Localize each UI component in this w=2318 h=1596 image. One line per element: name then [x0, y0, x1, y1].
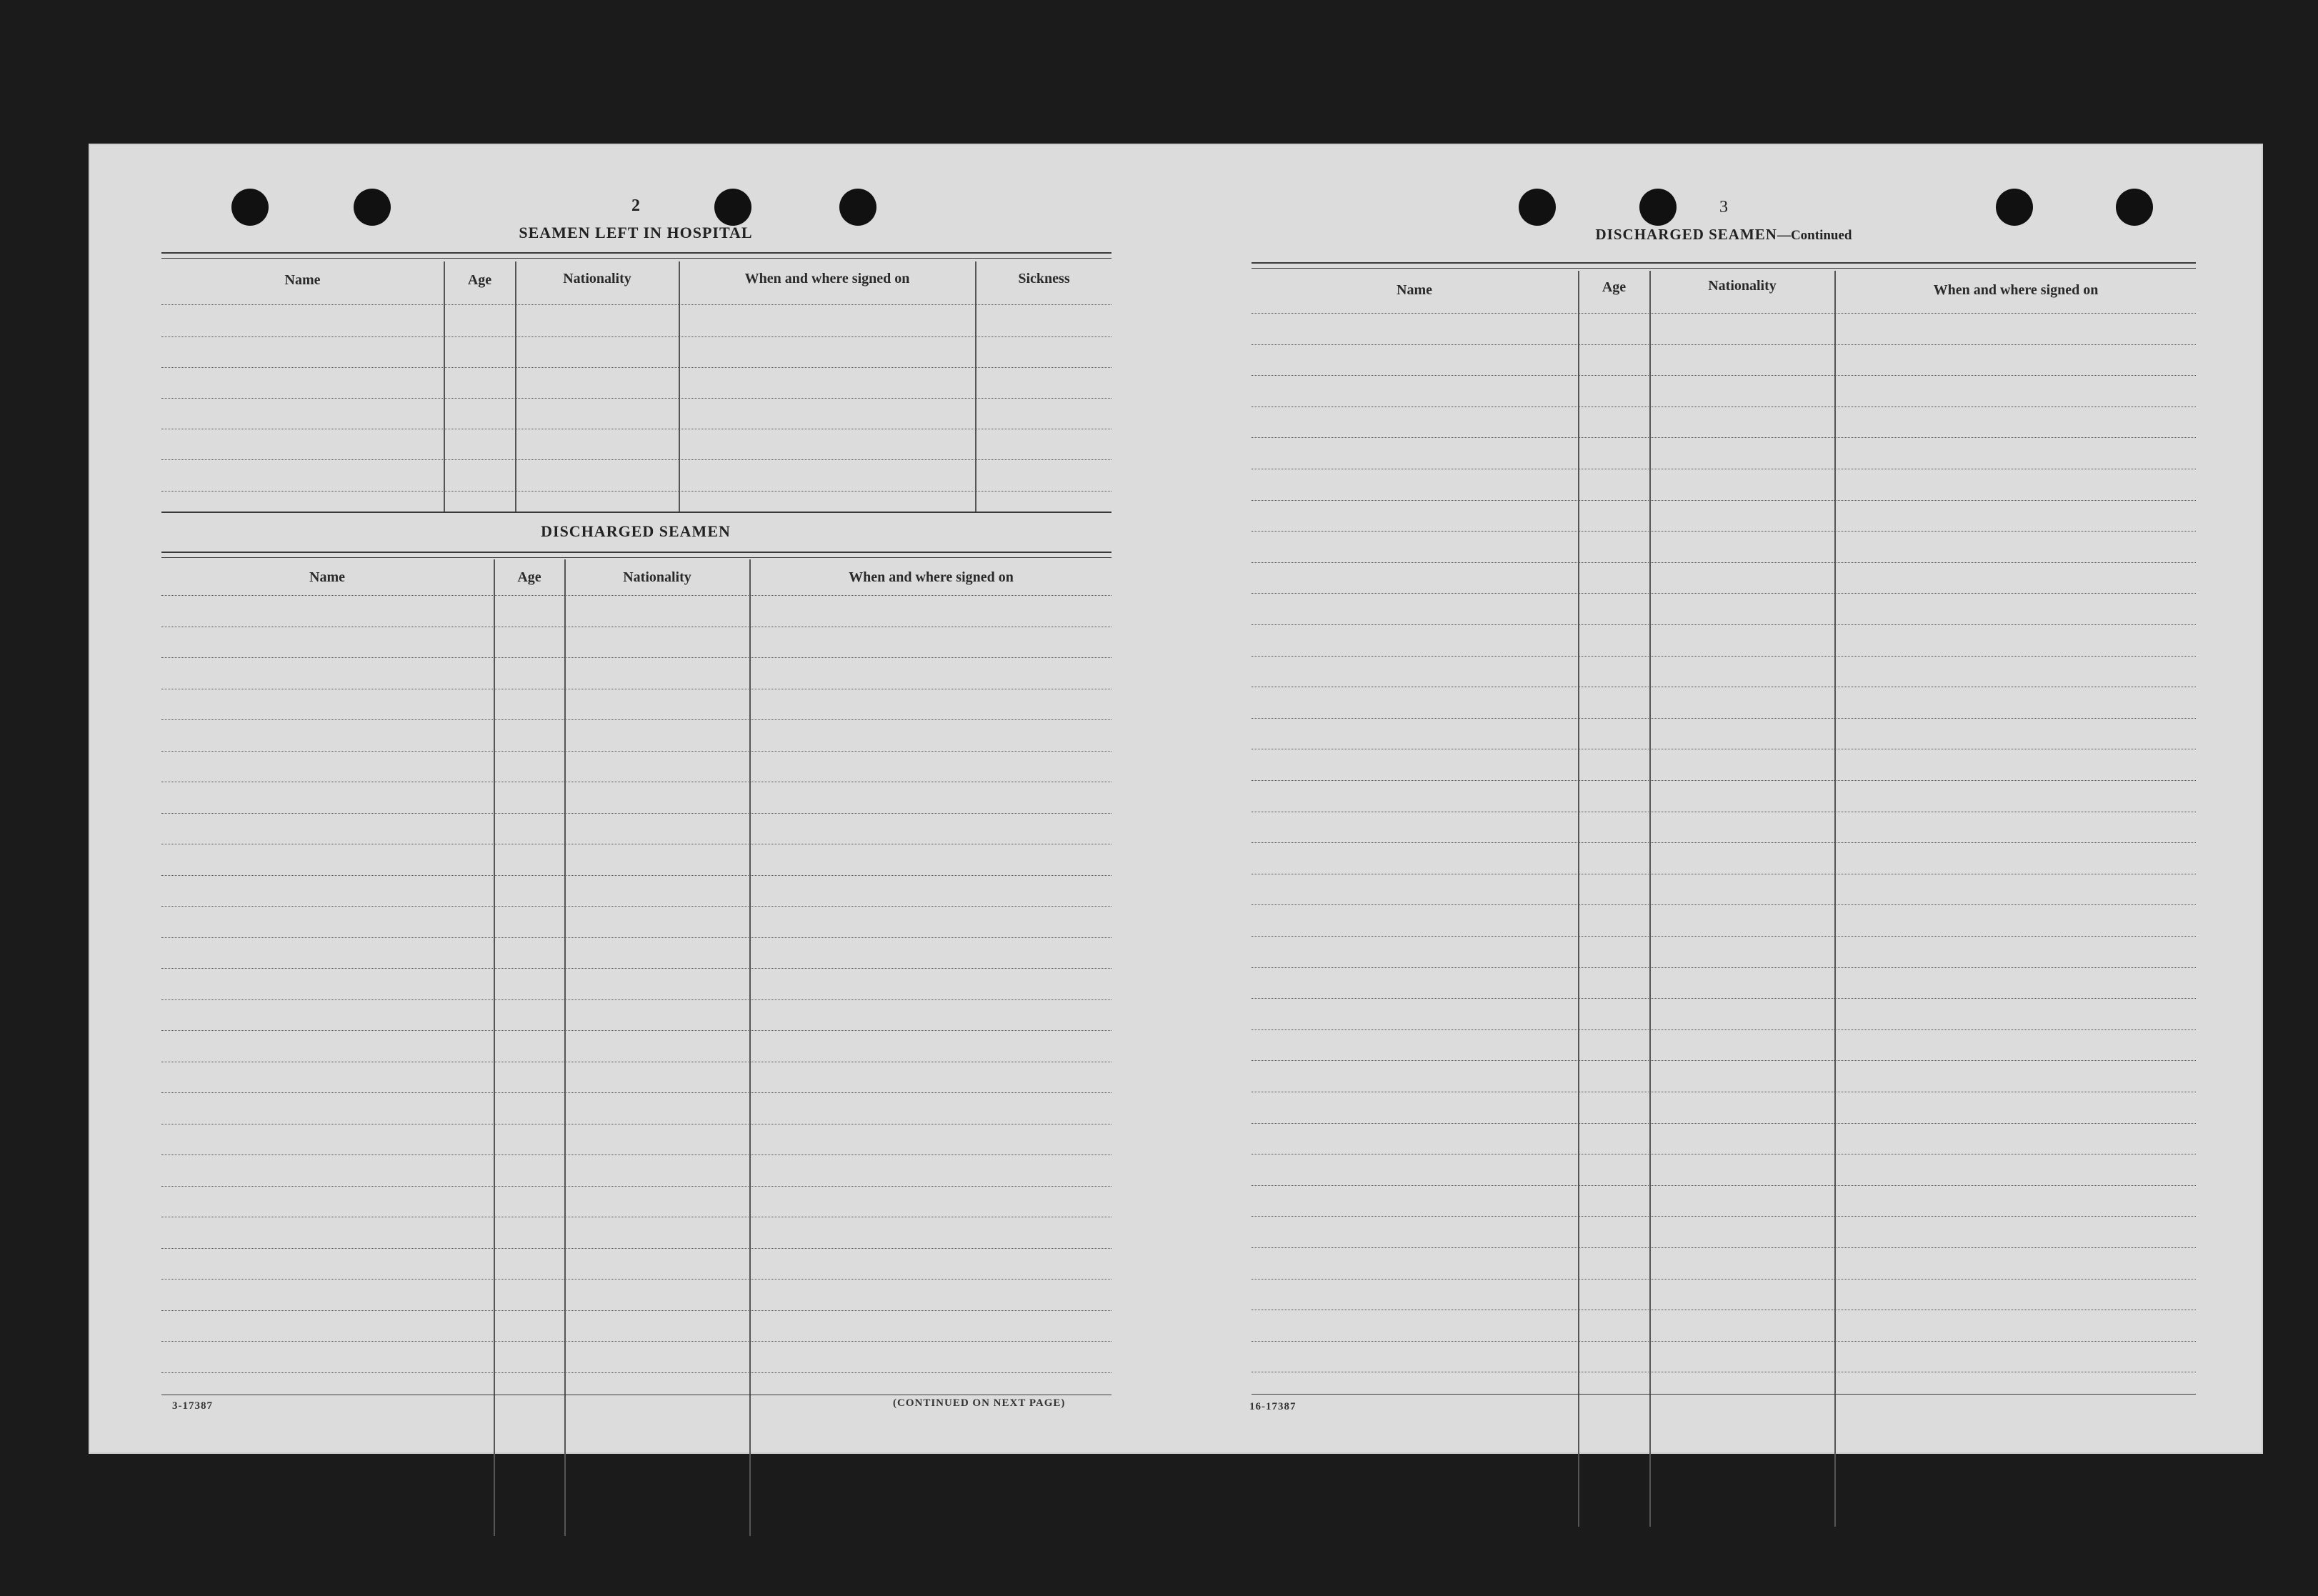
table-row-line — [161, 304, 1111, 305]
column-divider — [1649, 271, 1651, 1527]
column-divider — [494, 559, 495, 1536]
table-row-line — [161, 1310, 1111, 1311]
form-number: 3-17387 — [172, 1400, 213, 1412]
table-row-line — [161, 1341, 1111, 1342]
column-header-name: Name — [309, 569, 345, 585]
table-row-line — [1252, 1341, 2196, 1342]
table-row-line — [1252, 842, 2196, 843]
punch-hole-icon — [1519, 189, 1556, 226]
column-header-age: Age — [517, 569, 541, 585]
table-row-line — [1252, 718, 2196, 719]
hospital-section-title: SEAMEN LEFT IN HOSPITAL — [519, 224, 753, 241]
table-row-line — [161, 999, 1111, 1000]
page-number: 3 — [1719, 198, 1728, 216]
table-row-line — [1252, 1216, 2196, 1217]
column-divider — [564, 559, 566, 1536]
table-row-line — [161, 1030, 1111, 1031]
punch-hole-icon — [2116, 189, 2153, 226]
column-header-signed-on: When and where signed on — [1933, 282, 2099, 298]
column-header-sickness: Sickness — [1018, 271, 1070, 286]
table-row-line — [1252, 1060, 2196, 1061]
table-row-line — [1252, 531, 2196, 532]
table-row-line — [161, 657, 1111, 658]
table-row-line — [161, 1154, 1111, 1155]
punch-hole-icon — [839, 189, 876, 226]
continued-note: (CONTINUED ON NEXT PAGE) — [893, 1397, 1066, 1409]
table-row-line — [161, 459, 1111, 460]
table-row-line — [1252, 500, 2196, 501]
punch-hole-icon — [1639, 189, 1677, 226]
table-row-line — [1252, 967, 2196, 968]
page-number: 2 — [631, 196, 640, 215]
column-divider — [1834, 271, 1836, 1527]
column-header-nationality: Nationality — [563, 271, 631, 286]
form-number: 16-17387 — [1249, 1401, 1297, 1412]
punch-hole-icon — [354, 189, 391, 226]
table-row-line — [161, 719, 1111, 720]
table-row-line — [1252, 1247, 2196, 1248]
column-divider — [749, 559, 751, 1536]
column-divider — [515, 261, 516, 512]
table-row-line — [161, 398, 1111, 399]
punch-hole-icon — [231, 189, 269, 226]
discharged-section-title: DISCHARGED SEAMEN — [541, 522, 731, 540]
column-divider — [444, 261, 445, 512]
table-row-line — [1252, 344, 2196, 345]
table-row-line — [161, 1248, 1111, 1249]
column-header-signed-on: When and where signed on — [744, 271, 910, 286]
table-row-line — [161, 751, 1111, 752]
table-row-line — [1252, 1123, 2196, 1124]
table-row-line — [161, 906, 1111, 907]
table-row-line — [1252, 936, 2196, 937]
table-row-line — [161, 968, 1111, 969]
table-row-line — [1252, 1029, 2196, 1030]
column-divider — [679, 261, 680, 512]
column-header-age: Age — [1602, 279, 1627, 295]
table-row-line — [1252, 593, 2196, 594]
punch-hole-icon — [714, 189, 751, 226]
column-header-age: Age — [467, 272, 492, 288]
table-row-line — [161, 367, 1111, 368]
table-row-line — [161, 491, 1111, 492]
discharged-continued-title: DISCHARGED SEAMEN—Continued — [1595, 226, 1852, 243]
table-row-line — [1252, 437, 2196, 438]
table-row-line — [1252, 998, 2196, 999]
table-row-line — [161, 937, 1111, 938]
table-row-line — [1252, 375, 2196, 376]
column-divider — [1578, 271, 1579, 1527]
open-ledger-form — [90, 145, 2262, 1452]
table-row-line — [161, 813, 1111, 814]
table-row-line — [161, 875, 1111, 876]
table-row-line — [1252, 656, 2196, 657]
table-row-line — [161, 1279, 1111, 1280]
table-row-line — [1252, 562, 2196, 563]
table-row-line — [1252, 1279, 2196, 1280]
column-header-signed-on: When and where signed on — [849, 569, 1014, 585]
table-row-line — [1252, 313, 2196, 314]
column-header-nationality: Nationality — [623, 569, 691, 585]
column-header-name: Name — [1397, 282, 1432, 298]
column-header-nationality: Nationality — [1708, 278, 1777, 294]
table-row-line — [1252, 1185, 2196, 1186]
table-row-line — [161, 336, 1111, 337]
table-row-line — [161, 1186, 1111, 1187]
table-row-line — [1252, 624, 2196, 625]
column-divider — [975, 261, 976, 512]
table-row-line — [161, 1372, 1111, 1373]
table-row-line — [161, 1092, 1111, 1093]
column-header-name: Name — [284, 272, 321, 288]
table-row-line — [1252, 780, 2196, 781]
table-row-line — [161, 595, 1111, 596]
punch-hole-icon — [1996, 189, 2033, 226]
table-row-line — [1252, 904, 2196, 905]
